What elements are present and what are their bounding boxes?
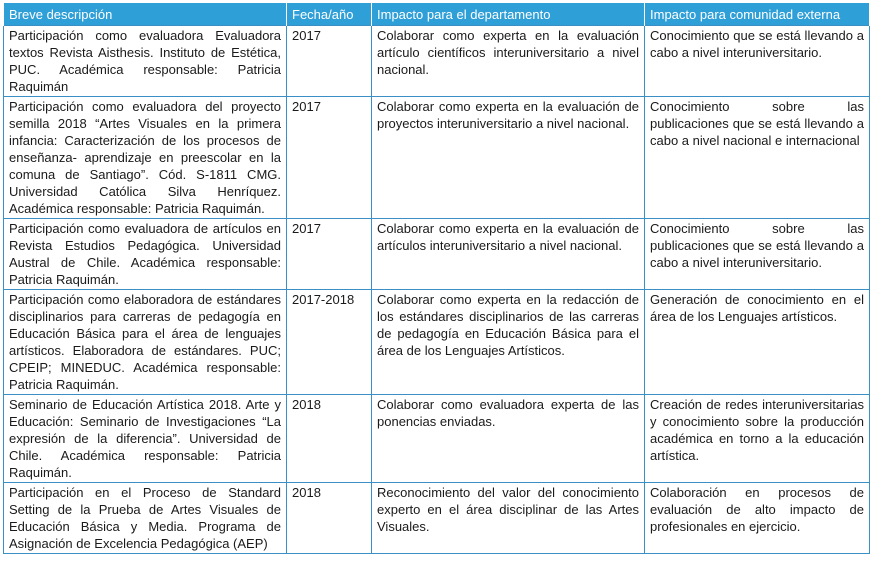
cell-fecha: 2018 (287, 483, 372, 554)
header-impacto-comunidad: Impacto para comunidad externa (645, 3, 870, 26)
cell-descripcion: Participación en el Proceso de Standard Setting de la Prueba de Artes Visuales de Educación Básica y Media. Programa de Asignación de Excelencia Pedagógica (AEP) (4, 483, 287, 554)
header-impacto-departamento: Impacto para el departamento (372, 3, 645, 26)
cell-fecha: 2017 (287, 26, 372, 97)
cell-fecha: 2017 (287, 219, 372, 290)
cell-impacto-departamento: Colaborar como experta en la redacción de los estándares disciplinarios de las carreras de pedagogía en Educación Básica para el área de los Lenguajes Artísticos. (372, 290, 645, 395)
cell-impacto-comunidad: Colaboración en procesos de evaluación de alto impacto de profesionales en ejercicio. (645, 483, 870, 554)
table-row (4, 290, 870, 395)
cell-impacto-comunidad: Generación de conocimiento en el área de los Lenguajes artísticos. (645, 290, 870, 395)
table-header-row (4, 3, 870, 26)
cell-fecha: 2017 (287, 97, 372, 219)
cell-impacto-departamento: Colaborar como experta en la evaluación de artículos interuniversitario a nivel nacional. (372, 219, 645, 290)
activities-table (3, 3, 870, 554)
cell-impacto-departamento: Colaborar como experta en la evaluación de proyectos interuniversitario a nivel nacional. (372, 97, 645, 219)
table-row (4, 26, 870, 97)
cell-impacto-departamento: Reconocimiento del valor del conocimiento experto en el área disciplinar de las Artes Visuales. (372, 483, 645, 554)
cell-fecha: 2018 (287, 395, 372, 483)
cell-descripcion: Seminario de Educación Artística 2018. Arte y Educación: Seminario de Investigaciones “La expresión de la diferencia”. Universidad de Chile. Académica responsable: Patricia Raquimán. (4, 395, 287, 483)
cell-impacto-departamento: Colaborar como evaluadora experta de las ponencias enviadas. (372, 395, 645, 483)
cell-descripcion: Participación como evaluadora Evaluadora textos Revista Aisthesis. Instituto de Estética, PUC. Académica responsable: Patricia Raquimán (4, 26, 287, 97)
cell-descripcion: Participación como evaluadora de artículos en Revista Estudios Pedagógica. Universidad Austral de Chile. Académica responsable: Patricia Raquimán. (4, 219, 287, 290)
cell-impacto-comunidad: Creación de redes interuniversitarias y conocimiento sobre la producción académica en torno a la educación artística. (645, 395, 870, 483)
cell-impacto-departamento: Colaborar como experta en la evaluación artículo científicos interuniversitario a nivel nacional. (372, 26, 645, 97)
cell-impacto-comunidad: Conocimiento sobre las publicaciones que se está llevando a cabo a nivel nacional e internacional (645, 97, 870, 219)
cell-descripcion: Participación como elaboradora de estándares disciplinarios para carreras de pedagogía en Educación Básica para el área de lenguajes artísticos. Elaboradora de estándares. PUC; CPEIP; MINEDUC. Académica responsable: Patricia Raquimán. (4, 290, 287, 395)
cell-impacto-comunidad: Conocimiento sobre las publicaciones que se está llevando a cabo a nivel interuniversitario. (645, 219, 870, 290)
header-descripcion: Breve descripción (4, 3, 287, 26)
table-row (4, 219, 870, 290)
table-row (4, 97, 870, 219)
cell-descripcion: Participación como evaluadora del proyecto semilla 2018 “Artes Visuales en la primera infancia: Caracterización de los procesos de enseñanza- aprendizaje en preescolar en la comuna de Santiago”. Cód. S-1811 CMG. Universidad Católica Silva Henríquez. Académica responsable: Patricia Raquimán. (4, 97, 287, 219)
table-row (4, 395, 870, 483)
cell-fecha: 2017-2018 (287, 290, 372, 395)
header-fecha: Fecha/año (287, 3, 372, 26)
cell-impacto-comunidad: Conocimiento que se está llevando a cabo a nivel interuniversitario. (645, 26, 870, 97)
table-row (4, 483, 870, 554)
